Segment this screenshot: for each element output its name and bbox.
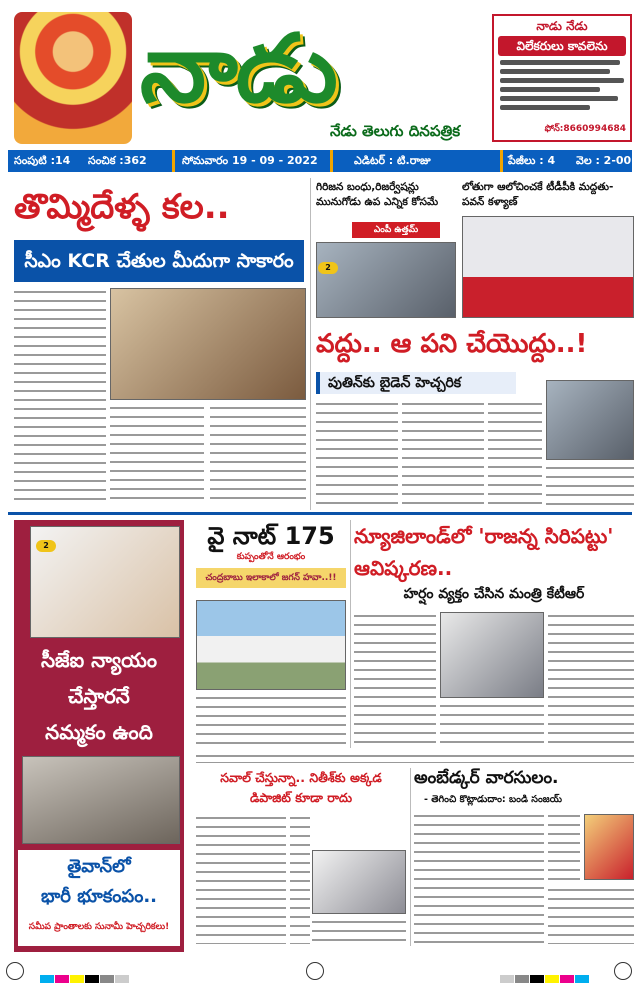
column-divider — [310, 178, 311, 510]
nz-column-3 — [548, 612, 634, 748]
earthquake-photo — [22, 756, 180, 844]
recruitment-ad — [492, 14, 632, 142]
lead-headline: తొమ్మిదేళ్ళ కల.. — [14, 187, 230, 227]
nitish-line-1: సవాల్ చేస్తున్నా.. నితీశ్‌కు అక్కడ — [220, 770, 382, 785]
putin-headline: పుతిన్‌కు బైడెన్ హెచ్చరిక — [316, 372, 516, 394]
masthead-goddess-image — [14, 12, 132, 144]
page-2-badge: 2 — [36, 540, 56, 552]
nitish-column-3 — [312, 918, 406, 944]
issue-info-bar — [8, 150, 632, 172]
cji-line-3: నమ్మకం ఉంది — [45, 720, 153, 744]
lead-photo — [110, 288, 306, 400]
lead-column-3 — [210, 404, 306, 506]
putin-column-4 — [546, 464, 634, 506]
ambedkar-column-3 — [548, 886, 634, 944]
section-divider — [8, 512, 632, 515]
newspaper-subtitle: నేడు తెలుగు దినపత్రిక — [330, 122, 461, 140]
pawan-photo — [462, 216, 634, 318]
registration-mark — [614, 962, 632, 980]
ambedkar-column-1 — [414, 812, 544, 944]
cji-line-2: చేస్తారనే — [68, 684, 130, 708]
nitish-column-1 — [196, 814, 286, 944]
dont-headline: వద్దు.. ఆ పని చేయొద్దు..! — [316, 329, 588, 359]
issue-date: సోమవారం 19 - 09 - 2022 — [182, 154, 318, 167]
print-registration-strip — [0, 956, 640, 988]
nz-subhead: హర్షం వ్యక్తం చేసిన మంత్రి కేటీఆర్ — [403, 586, 585, 602]
column-divider — [350, 520, 351, 748]
taiwan-subhead: సమీప ప్రాంతాలకు సునామీ హెచ్చరికలు! — [28, 922, 170, 932]
editor-name: ఎడిటర్ : టి.రాజు — [354, 154, 431, 167]
nz-headline: న్యూజిలాండ్‌లో 'రాజన్న సిరిపట్టు' ఆవిష్కరణ.. — [354, 524, 614, 580]
column-divider — [410, 768, 411, 946]
ambedkar-subhead: - తెగించి కొట్లాడుదాం: బండి సంజయ్ — [424, 794, 562, 805]
ad-phone: ఫోన్:8660994684 — [544, 124, 626, 134]
issue-number: సంచిక :362 — [88, 154, 147, 167]
sanjay-photo — [584, 814, 634, 880]
separator — [330, 150, 333, 172]
putin-column-1 — [316, 400, 398, 506]
nitish-column-2 — [290, 814, 310, 944]
separator — [172, 150, 175, 172]
pawan-headline: లోతుగా ఆలోచించకే టీడీపీకి మద్దతు-పవన్ కళ్యాణ్ — [462, 181, 614, 208]
lead-column-2 — [110, 404, 204, 506]
taiwan-line-1: తైవాన్‌లో — [67, 856, 131, 877]
putin-column-3 — [488, 400, 542, 506]
ad-title: విలేకరులు కావలెను — [498, 36, 626, 56]
section-divider — [196, 762, 634, 763]
ys-continued — [196, 752, 634, 760]
page-2-badge: 2 — [318, 262, 338, 274]
putin-column-2 — [402, 400, 484, 506]
lead-column-1 — [14, 288, 106, 506]
ad-body-lines — [500, 60, 626, 114]
registration-mark — [306, 962, 324, 980]
tribal-tag: ఎంపీ ఉత్తమ్ — [352, 222, 440, 238]
nitish-headline — [196, 768, 406, 808]
ambedkar-headline: అంబేడ్కర్ వారసులం. — [414, 768, 559, 788]
taiwan-line-2: భారీ భూకంపం.. — [40, 886, 157, 907]
nz-column-1 — [354, 612, 436, 748]
separator — [500, 150, 503, 172]
cji-line-1: సీజేఐ న్యాయం — [41, 648, 157, 672]
nitish-line-2: డిపాజిట్ కూడా రాదు — [249, 790, 353, 805]
color-bar — [500, 968, 590, 987]
volume: సంపుటి :14 — [14, 154, 71, 167]
ys-column-1 — [196, 694, 346, 748]
page-count: పేజీలు : 4 — [508, 154, 556, 167]
price: వెల : 2-00 — [576, 154, 632, 167]
ys-kicker: కుప్పంతోనే ఆరంభం — [236, 552, 306, 562]
newspaper-logo: నాడు — [140, 14, 336, 124]
putin-biden-photo — [546, 380, 634, 460]
ktr-photo — [440, 612, 544, 698]
ys-subhead: చంద్రబాబు ఇలాకాలో జగన్ హవా..!! — [196, 568, 346, 588]
ad-brand: నాడు నేడు — [536, 19, 588, 33]
ys-headline: వై నాట్ 175 — [207, 522, 335, 550]
ys-photo — [196, 600, 346, 690]
registration-mark — [6, 962, 24, 980]
tribal-photo — [316, 242, 456, 318]
tribal-headline: గిరిజన బంధు,రిజర్వేషన్లు మునుగోడు ఉప ఎన్నిక కోసమే — [316, 181, 439, 208]
taiwan-headline — [18, 852, 180, 912]
lead-subhead: సీఎం KCR చేతుల మీదుగా సాకారం — [14, 240, 304, 282]
nitish-photo — [312, 850, 406, 914]
nz-column-2 — [440, 702, 544, 748]
color-bar — [40, 968, 130, 987]
ambedkar-column-2 — [548, 812, 580, 882]
cji-headline — [18, 642, 180, 750]
